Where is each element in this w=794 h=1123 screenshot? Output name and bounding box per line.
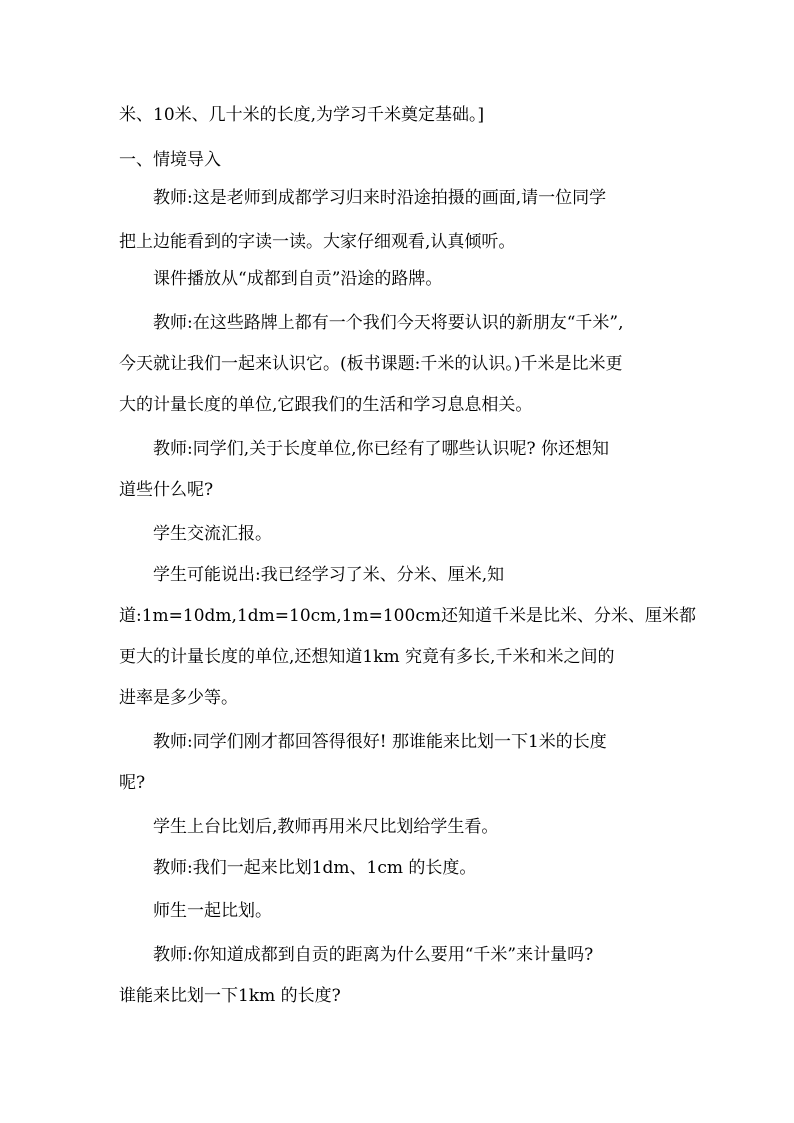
- text-line: 课件播放从“成都到自贡”沿途的路牌。: [153, 269, 443, 289]
- text-line: 教师:我们一起来比划1dm、1cm 的长度。: [153, 858, 477, 878]
- text-line: 学生上台比划后,教师再用米尺比划给学生看。: [153, 817, 499, 837]
- text-line: 教师:在这些路牌上都有一个我们今天将要认识的新朋友“千米”,: [153, 313, 624, 333]
- text-line: 教师:同学们,关于长度单位,你已经有了哪些认识呢? 你还想知: [153, 439, 610, 459]
- text-line: 学生可能说出:我已经学习了米、分米、厘米,知: [153, 565, 505, 585]
- text-line: 教师:同学们刚才都回答得很好! 那谁能来比划一下1米的长度: [153, 732, 607, 752]
- text-line: 谁能来比划一下1km 的长度?: [119, 986, 341, 1006]
- text-line: 教师:你知道成都到自贡的距离为什么要用“千米”来计量吗?: [153, 945, 594, 965]
- text-line: 呢?: [119, 773, 146, 793]
- text-line: 米、10米、几十米的长度,为学习千米奠定基础。]: [119, 105, 485, 125]
- text-line: 学生交流汇报。: [153, 524, 272, 544]
- text-line: 大的计量长度的单位,它跟我们的生活和学习息息相关。: [119, 395, 533, 415]
- text-line: 道:1m=10dm,1dm=10cm,1m=100cm还知道千米是比米、分米、厘米都: [119, 606, 696, 626]
- text-line: 今天就让我们一起来认识它。(板书课题:千米的认识。)千米是比米更: [119, 354, 623, 374]
- text-line: 教师:这是老师到成都学习归来时沿途拍摄的画面,请一位同学: [153, 188, 607, 208]
- section-heading: 一、情境导入: [119, 150, 221, 170]
- text-line: 更大的计量长度的单位,还想知道1km 究竟有多长,千米和米之间的: [119, 647, 615, 667]
- text-line: 进率是多少等。: [119, 688, 238, 708]
- text-line: 把上边能看到的字读一读。大家仔细观看,认真倾听。: [119, 232, 516, 252]
- text-line: 师生一起比划。: [153, 901, 272, 921]
- text-line: 道些什么呢?: [119, 480, 214, 500]
